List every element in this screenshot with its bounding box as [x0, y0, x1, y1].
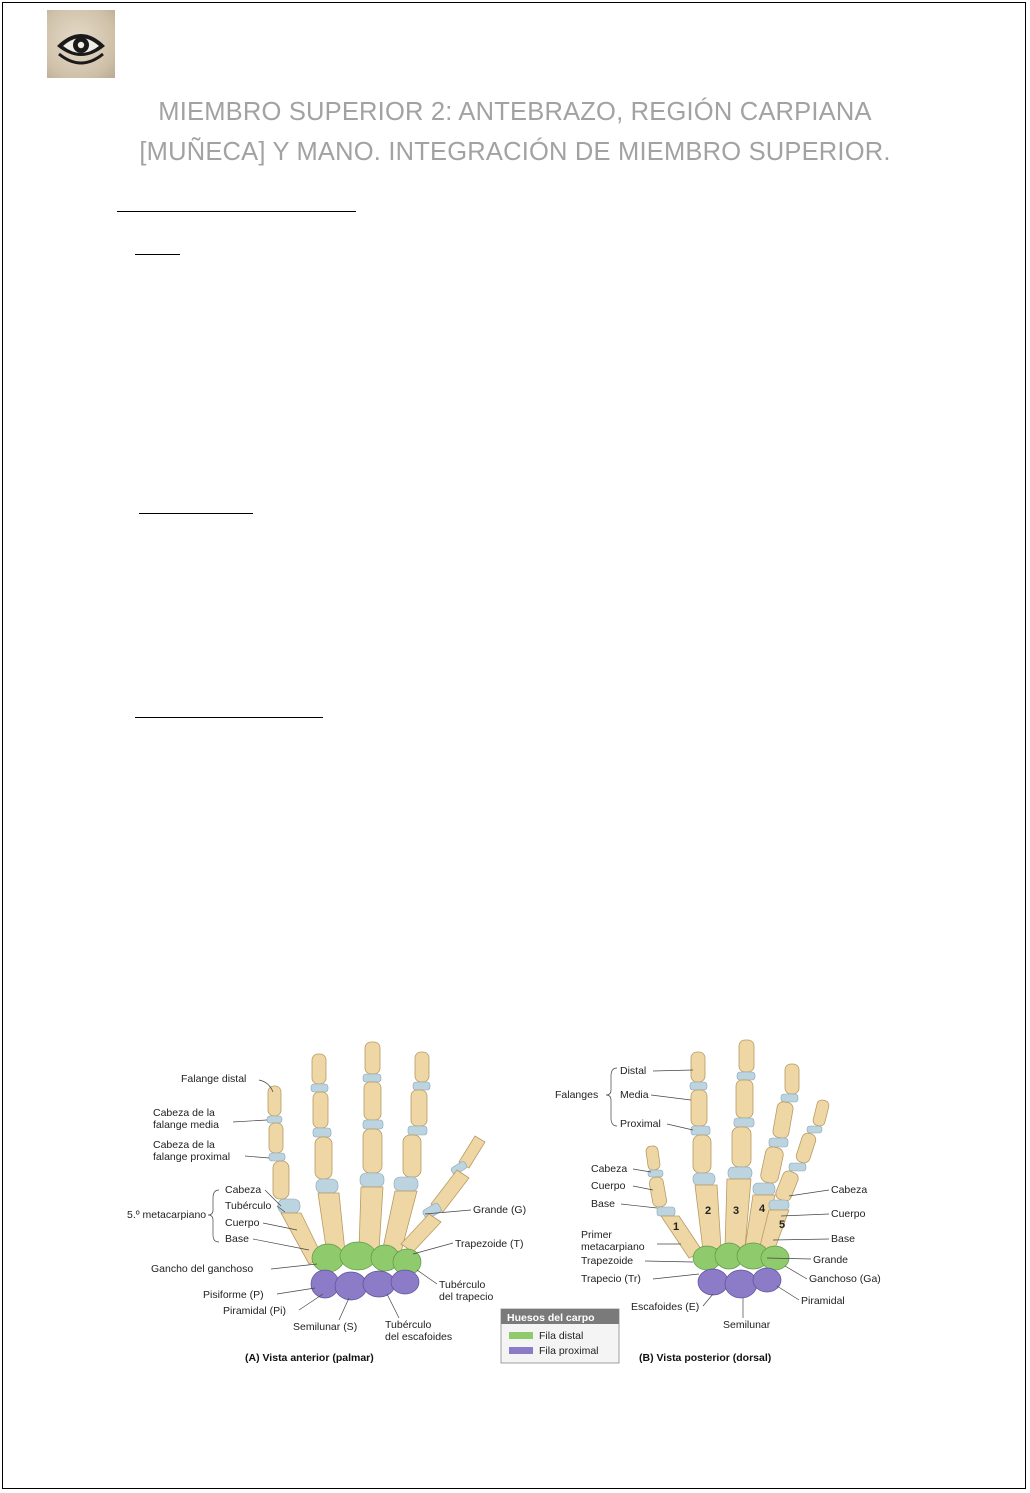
label-number-3: 3 — [733, 1205, 740, 1217]
eye-icon — [47, 10, 115, 78]
label-tub-escafoides-2: del escafoides — [385, 1331, 453, 1343]
label-number-2: 2 — [705, 1205, 712, 1217]
label-cabeza-r: Cabeza — [831, 1184, 868, 1196]
eye-logo — [47, 10, 115, 78]
label-primer-1: Primer — [581, 1229, 612, 1241]
section-rule — [117, 211, 356, 212]
label-gancho: Gancho del ganchoso — [151, 1263, 254, 1275]
label-cuerpo-a: Cuerpo — [225, 1217, 260, 1229]
label-proximal-b: Proximal — [620, 1118, 661, 1130]
label-distal-b: Distal — [620, 1065, 647, 1077]
legend-proximal: Fila proximal — [539, 1345, 599, 1357]
label-cabeza-prox-2: falange proximal — [153, 1151, 231, 1163]
label-falanges: Falanges — [555, 1089, 599, 1101]
label-falange-distal: Falange distal — [181, 1073, 247, 1085]
label-escafoides-b: Escafoides (E) — [631, 1301, 700, 1313]
label-base-r: Base — [831, 1233, 855, 1245]
legend-title: Huesos del carpo — [507, 1312, 595, 1324]
hand-bones-illustration — [113, 1030, 923, 1370]
label-cuerpo-b: Cuerpo — [591, 1180, 626, 1192]
heading-underline-1 — [135, 254, 180, 255]
legend-swatch-proximal — [509, 1347, 533, 1354]
label-media-b: Media — [620, 1089, 649, 1101]
label-tuberculo-a: Tubérculo — [225, 1200, 272, 1212]
heading-underline-2 — [139, 513, 253, 514]
label-cuerpo-r: Cuerpo — [831, 1208, 866, 1220]
label-cabeza-a: Cabeza — [225, 1184, 262, 1196]
label-grande-a: Grande (G) — [473, 1204, 527, 1216]
label-tub-escafoides-1: Tubérculo — [385, 1319, 432, 1331]
hand-bones-figure — [113, 1030, 923, 1370]
document-title-line-1: MIEMBRO SUPERIOR 2: ANTEBRAZO, REGIÓN CARPIANA — [158, 98, 872, 126]
label-metacarpiano: 5.º metacarpiano — [127, 1209, 207, 1221]
label-primer-2: metacarpiano — [581, 1241, 645, 1253]
legend-swatch-distal — [509, 1332, 533, 1339]
label-base-b: Base — [591, 1198, 615, 1210]
label-number-1: 1 — [673, 1221, 680, 1233]
label-tub-trapecio-1: Tubérculo — [439, 1279, 486, 1291]
finger-index-b — [690, 1052, 721, 1250]
label-semilunar-a: Semilunar (S) — [293, 1321, 358, 1333]
label-tub-trapecio-2: del trapecio — [439, 1291, 494, 1303]
label-pisiforme: Pisiforme (P) — [203, 1289, 264, 1301]
carpal-legend — [501, 1309, 619, 1363]
hand-palmar-view — [127, 1042, 526, 1364]
label-trapecio-b: Trapecio (Tr) — [581, 1273, 641, 1285]
legend-distal: Fila distal — [539, 1330, 584, 1342]
document-title-line-2: [MUÑECA] Y MANO. INTEGRACIÓN DE MIEMBRO SUPERIOR. — [139, 138, 891, 166]
label-base-a: Base — [225, 1233, 249, 1245]
label-piramidal-b: Piramidal — [801, 1295, 845, 1307]
label-cabeza-b: Cabeza — [591, 1163, 628, 1175]
finger-middle-a — [359, 1042, 384, 1250]
caption-anterior: (A) Vista anterior (palmar) — [245, 1352, 374, 1364]
label-number-4: 4 — [759, 1203, 766, 1215]
caption-posterior: (B) Vista posterior (dorsal) — [639, 1352, 772, 1364]
label-cabeza-media-1: Cabeza de la — [153, 1107, 215, 1119]
label-trapezoide-a: Trapezoide (T) — [455, 1238, 524, 1250]
label-number-5: 5 — [779, 1219, 786, 1231]
label-cabeza-media-2: falange media — [153, 1119, 219, 1131]
finger-ring-a — [311, 1054, 345, 1254]
label-piramidal-a: Piramidal (Pi) — [223, 1305, 287, 1317]
heading-underline-3 — [135, 717, 323, 718]
label-trapezoide-b: Trapezoide — [581, 1255, 634, 1267]
label-ganchoso-b: Ganchoso (Ga) — [809, 1273, 881, 1285]
label-semilunar-b: Semilunar — [723, 1319, 771, 1331]
label-cabeza-prox-1: Cabeza de la — [153, 1139, 215, 1151]
carpal-bones-a — [311, 1242, 421, 1300]
carpal-bones-b — [693, 1243, 789, 1298]
label-grande-b: Grande — [813, 1254, 849, 1266]
